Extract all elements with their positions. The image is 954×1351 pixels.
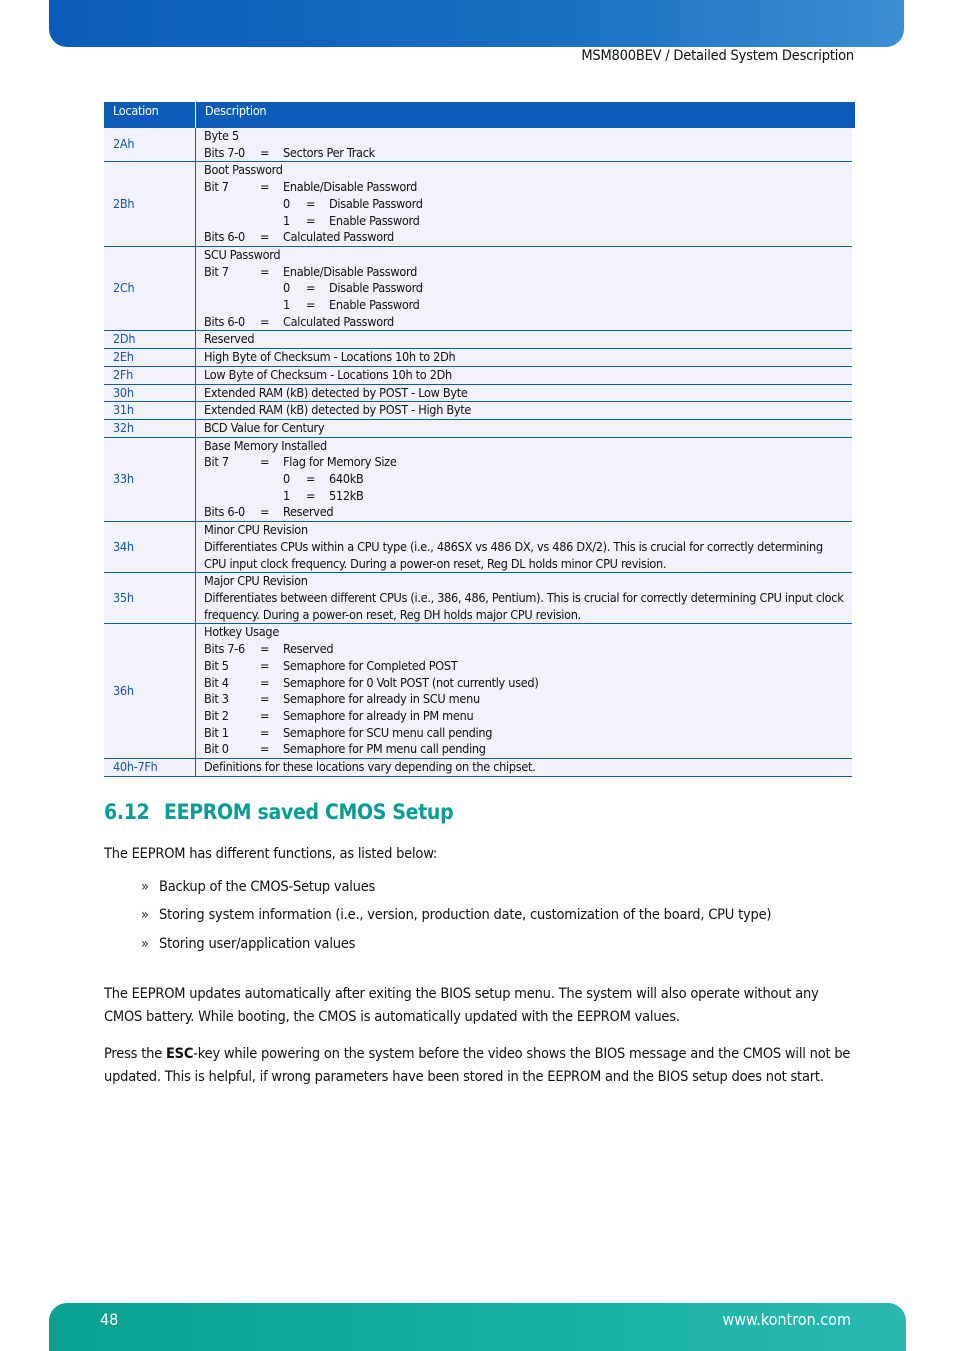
description-text: Bit 7: [204, 179, 229, 195]
section-title: EEPROM saved CMOS Setup: [164, 800, 454, 824]
description-line: [204, 725, 846, 742]
description-text: 1: [283, 487, 290, 503]
bullet-marker: »: [141, 936, 149, 952]
section-heading: [104, 800, 453, 824]
description-text: 0: [283, 471, 290, 487]
esc-key-label: ESC: [165, 1046, 194, 1062]
description-cell: [196, 402, 852, 420]
description-line: [204, 196, 846, 213]
description-text: Flag for Memory Size: [283, 454, 397, 470]
location-cell: 31h: [104, 402, 196, 420]
running-header: MSM800BEV / Detailed System Description: [581, 48, 854, 64]
table-row: [104, 573, 852, 624]
location-cell: 35h: [104, 573, 196, 624]
description-text: Sectors Per Track: [283, 144, 375, 160]
description-text: Bit 0: [204, 741, 229, 757]
description-text: =: [260, 691, 270, 707]
column-header-location: Location: [104, 102, 196, 128]
bullet-text: Storing user/application values: [159, 936, 356, 952]
description-text: Enable/Disable Password: [283, 263, 417, 279]
description-text: Bit 2: [204, 707, 229, 723]
description-text: Differentiates CPUs within a CPU type (i.e., 486SX vs 486 DX, vs 486 DX/2). This is crucial for correctly determining CPU input clock frequency. During a power-on reset, Reg DL holds minor CPU revision.: [204, 538, 823, 571]
description-line: [204, 759, 846, 776]
table-body: [104, 128, 852, 776]
description-text: Bits 6-0: [204, 313, 245, 329]
location-cell: 34h: [104, 522, 196, 573]
location-cell: 36h: [104, 624, 196, 759]
location-cell: 30h: [104, 384, 196, 402]
section-number: 6.12: [104, 800, 150, 824]
table-row: [104, 349, 852, 367]
description-text: 640kB: [329, 471, 364, 487]
table-row: [104, 384, 852, 402]
description-text: =: [306, 297, 316, 313]
description-line: [204, 522, 846, 539]
description-line: [204, 708, 846, 725]
description-text: Semaphore for SCU menu call pending: [283, 724, 493, 740]
description-line: [204, 454, 846, 471]
description-text: =: [260, 229, 270, 245]
cmos-register-table: [104, 102, 855, 777]
description-text: Bits 7-6: [204, 641, 245, 657]
description-text: Base Memory Installed: [204, 437, 327, 453]
description-text: =: [260, 707, 270, 723]
column-header-description: Description: [196, 102, 852, 128]
description-text: Bit 7: [204, 454, 229, 470]
table-row: [104, 522, 852, 573]
description-text: Calculated Password: [283, 229, 394, 245]
location-cell: 40h-7Fh: [104, 759, 196, 777]
table-row: [104, 331, 852, 349]
description-line: [204, 691, 846, 708]
description-text: Hotkey Usage: [204, 624, 279, 640]
description-text: Bit 7: [204, 263, 229, 279]
description-text: Enable Password: [329, 212, 420, 228]
description-text: Minor CPU Revision: [204, 522, 308, 538]
description-text: Bits 6-0: [204, 229, 245, 245]
description-text: Bits 7-0: [204, 144, 245, 160]
description-text: Major CPU Revision: [204, 573, 308, 589]
description-cell: [196, 573, 852, 624]
description-line: [204, 675, 846, 692]
bullet-item: [141, 879, 375, 895]
description-text: Definitions for these locations vary depending on the chipset.: [204, 759, 536, 775]
description-text: Low Byte of Checksum - Locations 10h to 2Dh: [204, 366, 452, 382]
description-text: =: [260, 641, 270, 657]
footer-website-link[interactable]: www.kontron.com: [722, 1310, 851, 1329]
description-text: =: [306, 487, 316, 503]
description-text: =: [260, 657, 270, 673]
description-text: Disable Password: [329, 280, 423, 296]
description-text: Bit 1: [204, 724, 229, 740]
table-row: [104, 128, 852, 162]
description-line: [204, 349, 846, 366]
description-line: [204, 128, 846, 145]
description-line: [204, 624, 846, 641]
paragraph-auto-update: The EEPROM updates automatically after exiting the BIOS setup menu. The system will also operate without any CMOS battery. While booting, the CMOS is automatically updated with the EEPROM values.: [104, 986, 819, 1025]
description-text: Bit 4: [204, 674, 229, 690]
description-text: Reserved: [204, 331, 255, 347]
description-text: =: [260, 454, 270, 470]
paragraph-esc-key: [104, 1043, 856, 1089]
description-text: Calculated Password: [283, 313, 394, 329]
description-text: =: [260, 674, 270, 690]
description-text: =: [260, 504, 270, 520]
description-line: [204, 297, 846, 314]
description-line: [204, 145, 846, 162]
description-text: Semaphore for already in SCU menu: [283, 691, 480, 707]
description-line: [204, 247, 846, 264]
table-row: [104, 419, 852, 437]
description-line: [204, 229, 846, 246]
description-line: [204, 367, 846, 384]
location-cell: 2Ch: [104, 246, 196, 331]
description-cell: [196, 437, 852, 522]
description-text: Byte 5: [204, 128, 239, 143]
description-text: Enable Password: [329, 297, 420, 313]
para-text: -key while powering on the system before the video shows the BIOS message and the CMOS will not be updated. This is helpful, if wrong parameters have been stored in the EEPROM and the BIOS setup does not start.: [104, 1046, 851, 1085]
description-text: Bit 3: [204, 691, 229, 707]
location-cell: 2Fh: [104, 366, 196, 384]
table-row: [104, 162, 852, 247]
description-line: [204, 213, 846, 230]
description-text: Extended RAM (kB) detected by POST - High Byte: [204, 402, 472, 418]
description-cell: [196, 384, 852, 402]
description-line: [204, 162, 846, 179]
description-text: 1: [283, 297, 290, 313]
location-cell: 2Bh: [104, 162, 196, 247]
description-cell: [196, 162, 852, 247]
description-cell: [196, 522, 852, 573]
description-line: [204, 658, 846, 675]
description-line: [204, 504, 846, 521]
description-cell: [196, 349, 852, 367]
table-header-row: [104, 102, 852, 128]
description-line: [204, 331, 846, 348]
table-row: [104, 624, 852, 759]
description-text: Semaphore for Completed POST: [283, 657, 458, 673]
description-text: Enable/Disable Password: [283, 179, 417, 195]
description-text: Semaphore for already in PM menu: [283, 707, 474, 723]
location-cell: 2Dh: [104, 331, 196, 349]
description-line: [204, 280, 846, 297]
description-text: Boot Password: [204, 162, 283, 178]
description-text: =: [260, 179, 270, 195]
description-cell: [196, 419, 852, 437]
description-text: Semaphore for PM menu call pending: [283, 741, 486, 757]
description-line: [204, 420, 846, 437]
description-cell: [196, 366, 852, 384]
description-line: [204, 179, 846, 196]
table-row: [104, 437, 852, 522]
description-text: Disable Password: [329, 195, 423, 211]
bullet-item: [141, 907, 771, 923]
location-cell: 2Eh: [104, 349, 196, 367]
bullet-text: Backup of the CMOS-Setup values: [159, 879, 376, 895]
description-text: Reserved: [283, 504, 334, 520]
description-text: Differentiates between different CPUs (i.e., 386, 486, Pentium). This is crucial for correctly determining CPU input clock frequency. During a power-on reset, Reg DH holds major CPU revision.: [204, 589, 844, 622]
page-number: 48: [100, 1310, 119, 1329]
intro-paragraph: The EEPROM has different functions, as listed below:: [104, 846, 438, 862]
description-text: Bits 6-0: [204, 504, 245, 520]
description-text: Bit 5: [204, 657, 229, 673]
description-cell: [196, 624, 852, 759]
description-text: =: [306, 280, 316, 296]
description-line: [204, 741, 846, 758]
description-line: [204, 314, 846, 331]
description-text: BCD Value for Century: [204, 419, 325, 435]
description-line: [204, 438, 846, 455]
description-line: [204, 539, 846, 572]
description-text: 0: [283, 195, 290, 211]
description-text: 1: [283, 212, 290, 228]
description-line: [204, 488, 846, 505]
header-band: [49, 0, 904, 47]
description-text: 512kB: [329, 487, 364, 503]
para-text: Press the: [104, 1046, 166, 1062]
bullet-marker: »: [141, 907, 149, 923]
description-line: [204, 573, 846, 590]
description-text: Semaphore for 0 Volt POST (not currently used): [283, 674, 539, 690]
description-line: [204, 641, 846, 658]
description-line: [204, 471, 846, 488]
bullet-marker: »: [141, 879, 149, 895]
description-text: =: [306, 471, 316, 487]
description-line: [204, 385, 846, 402]
description-text: =: [260, 724, 270, 740]
description-text: Extended RAM (kB) detected by POST - Low Byte: [204, 384, 468, 400]
description-text: =: [306, 212, 316, 228]
location-cell: 32h: [104, 419, 196, 437]
description-text: =: [260, 144, 270, 160]
description-text: SCU Password: [204, 246, 281, 262]
description-text: Reserved: [283, 641, 334, 657]
description-cell: [196, 759, 852, 777]
description-text: =: [260, 741, 270, 757]
description-line: [204, 402, 846, 419]
location-cell: 2Ah: [104, 128, 196, 162]
location-cell: 33h: [104, 437, 196, 522]
table-row: [104, 366, 852, 384]
description-text: =: [306, 195, 316, 211]
table-row: [104, 759, 852, 777]
description-line: [204, 264, 846, 281]
bullet-text: Storing system information (i.e., version, production date, customization of the board, CPU type): [159, 907, 772, 923]
description-text: =: [260, 313, 270, 329]
description-cell: [196, 331, 852, 349]
description-text: =: [260, 263, 270, 279]
description-text: High Byte of Checksum - Locations 10h to 2Dh: [204, 349, 456, 365]
description-text: 0: [283, 280, 290, 296]
description-line: [204, 590, 846, 623]
bullet-item: [141, 936, 355, 952]
table-row: [104, 246, 852, 331]
table-row: [104, 402, 852, 420]
description-cell: [196, 128, 852, 162]
description-cell: [196, 246, 852, 331]
